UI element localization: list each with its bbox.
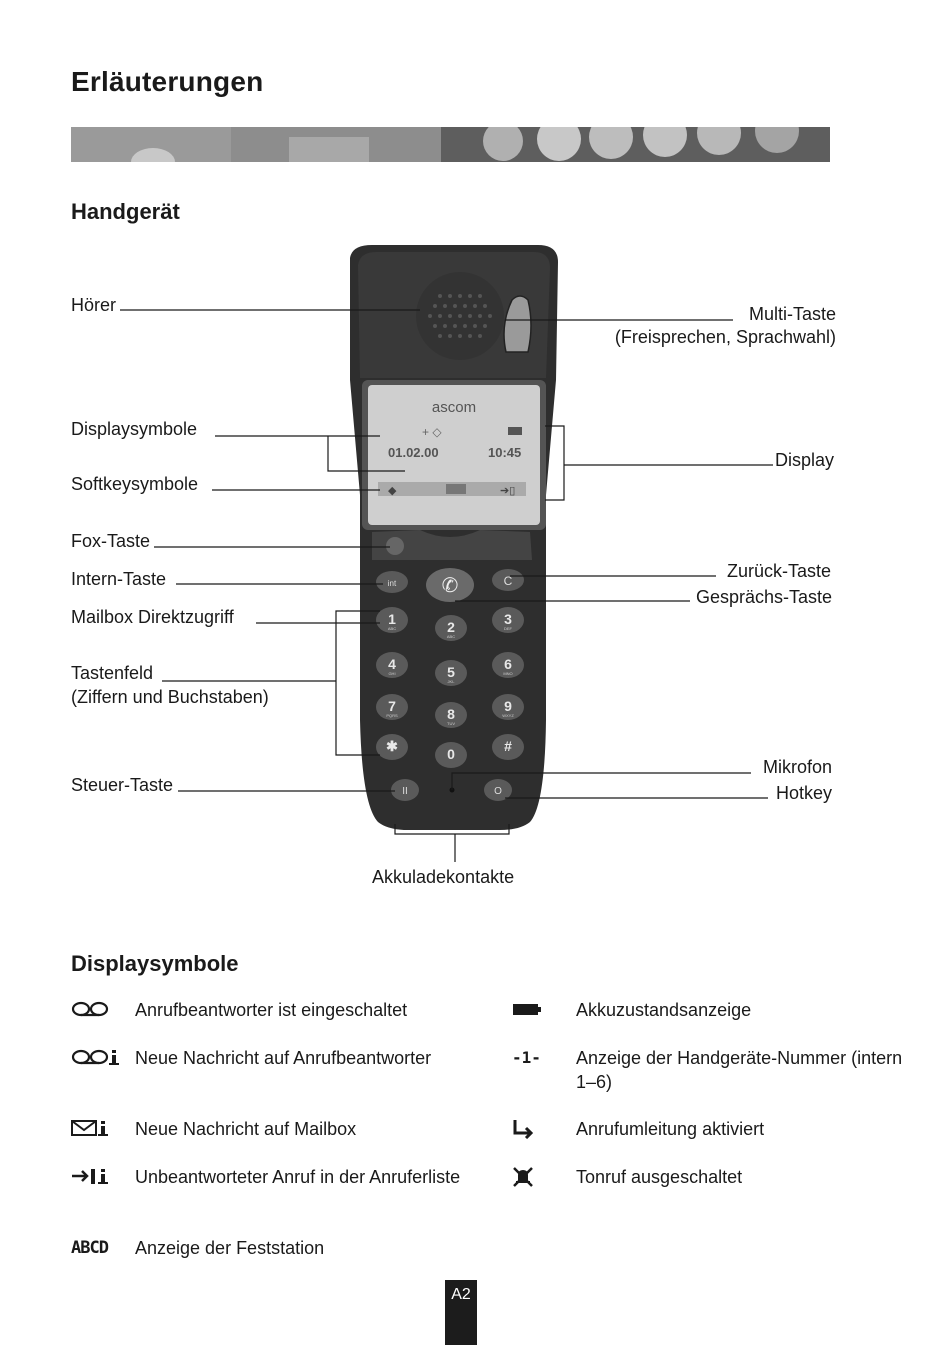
display-brand: ascom [431, 399, 477, 416]
svg-text:int: int [387, 579, 397, 588]
svg-text:◆: ◆ [388, 485, 397, 497]
label-steuer-taste: Steuer-Taste [71, 775, 174, 795]
label-softkeysymbole: Softkeysymbole [71, 474, 199, 494]
answering-machine-new-message-icon [71, 1048, 121, 1072]
svg-text:O: O [494, 786, 502, 797]
keypad-key-letters: MNO [503, 671, 513, 676]
keypad-key-letters: TUV [447, 721, 455, 726]
handset-heading: Handgerät [71, 199, 180, 224]
keypad-key-digit: 5 [447, 664, 455, 680]
label-akkuladekontakte: Akkuladekontakte [372, 867, 515, 887]
symbols-heading: Displaysymbole [71, 951, 239, 976]
label-intern-taste: Intern-Taste [71, 569, 167, 589]
symbol-row: Neue Nachricht auf Mailbox [71, 1117, 471, 1147]
page-title: Erläuterungen [71, 66, 264, 97]
ringer-off-icon [512, 1167, 536, 1193]
keypad-key-digit: 9 [504, 698, 512, 714]
missed-call-icon [71, 1167, 113, 1191]
svg-text:+ ◇: + ◇ [422, 425, 442, 439]
symbol-row: ABCD Anzeige der Feststation [71, 1238, 325, 1258]
label-multi-taste: Multi-Taste [748, 304, 836, 324]
keypad-key-letters: WXYZ [502, 713, 514, 718]
answering-machine-icon [71, 1000, 109, 1024]
mailbox-new-message-icon [71, 1119, 111, 1143]
keypad-key-digit: ✱ [386, 738, 398, 754]
display-time: 10:45 [488, 445, 522, 460]
label-zurueck-taste: Zurück-Taste [726, 561, 831, 581]
display-screen [362, 380, 546, 530]
label-hoerer: Hörer [71, 295, 117, 315]
keypad-key-digit: 3 [504, 611, 512, 627]
svg-text:➔▯: ➔▯ [500, 485, 516, 497]
label-displaysymbole: Displaysymbole [71, 419, 198, 439]
symbol-row: Neue Nachricht auf Anrufbeantworter [71, 1046, 471, 1096]
call-forward-icon [512, 1119, 538, 1145]
earpiece-grille [416, 272, 504, 360]
keypad-key-digit: # [504, 738, 512, 754]
svg-text:II: II [402, 786, 408, 797]
label-tastenfeld: Tastenfeld [71, 663, 154, 683]
keypad-key-digit: 8 [447, 706, 455, 722]
svg-text:✆: ✆ [441, 575, 459, 597]
label-mikrofon: Mikrofon [762, 757, 832, 777]
label-mailbox: Mailbox Direktzugriff [71, 607, 234, 627]
label-display: Display [775, 450, 835, 470]
label-gespraechs-taste: Gesprächs-Taste [695, 587, 832, 607]
label-fox-taste: Fox-Taste [71, 531, 151, 551]
page-number: A2 [445, 1280, 477, 1345]
keypad-key-letters: GHI [388, 671, 396, 676]
keypad-key-digit: 2 [447, 619, 455, 635]
keypad-key-letters: PQRS [386, 713, 398, 718]
symbol-row: Unbeantworteter Anruf in der Anruferliste [71, 1165, 471, 1215]
keypad-key-letters: JKL [447, 679, 455, 684]
svg-text:C: C [503, 574, 513, 588]
keypad-key-letters: ABC [387, 626, 397, 631]
keypad-key-digit: 6 [504, 656, 512, 672]
symbol-row: Anrufumleitung aktiviert [512, 1117, 912, 1147]
symbol-row: Akkuzustandsanzeige [512, 998, 912, 1028]
symbol-row: Anrufbeantworter ist eingeschaltet [71, 998, 471, 1028]
keypad-key-digit: 0 [447, 746, 455, 762]
display-date: 01.02.00 [388, 445, 439, 460]
label-multi-taste-sub: (Freisprechen, Sprachwahl) [614, 327, 836, 347]
label-tastenfeld-sub: (Ziffern und Buchstaben) [71, 687, 269, 707]
keypad-key-digit: 1 [388, 611, 396, 627]
symbol-row: Tonruf ausgeschaltet [512, 1165, 912, 1195]
keypad-key-digit: 4 [388, 656, 396, 672]
keypad-key-letters: ABC [446, 634, 456, 639]
keypad-key-letters: DEF [504, 626, 512, 631]
keypad-key-digit: 7 [388, 698, 396, 714]
base-station-icon: ABCD [71, 1238, 108, 1258]
label-hotkey: Hotkey [775, 783, 832, 803]
battery-icon [512, 1000, 542, 1024]
keypad-banner-image [71, 127, 830, 162]
symbol-row: -1- Anzeige der Handgeräte-Nummer (intern 1–6) [512, 1048, 903, 1092]
handset-number-icon: -1- [512, 1048, 541, 1067]
